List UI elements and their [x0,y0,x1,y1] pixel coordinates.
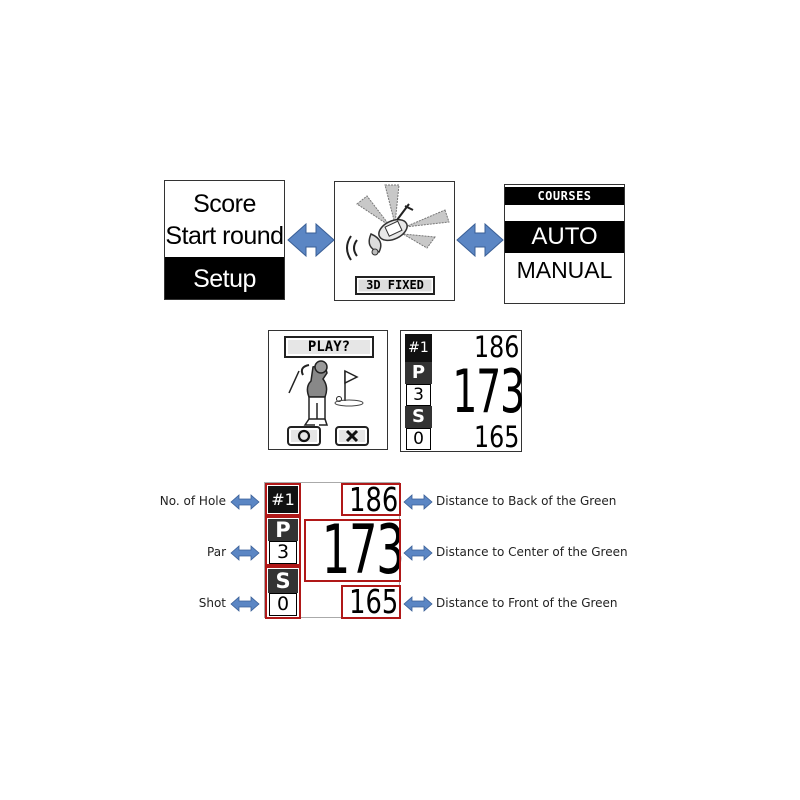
distance-center: 173 [452,357,524,427]
double-arrow-icon [404,495,432,509]
double-arrow-icon [288,224,334,256]
par-value: 3 [406,384,431,406]
satellite-icon [335,182,455,277]
shot-label: S [405,406,432,428]
courses-option-auto[interactable]: AUTO [505,221,624,253]
annotation-shot: Shot [198,596,226,610]
double-arrow-icon [404,597,432,611]
annotation-par: Par [207,545,226,559]
menu-item-setup[interactable]: Setup [165,257,284,300]
annotation-hole: No. of Hole [159,494,226,508]
distance-center: 173 [321,511,404,590]
shot-value: 0 [269,593,297,616]
play-prompt: PLAY? [284,336,374,358]
highlight-box-back [341,480,401,519]
par-label: P [405,362,432,384]
double-arrow-icon [404,546,432,560]
double-arrow-icon [457,224,503,256]
double-arrow-icon [231,495,259,509]
golfer-icon [269,357,388,427]
annotated-distance-screen [264,480,404,621]
distance-front: 165 [349,582,399,621]
double-arrow-icon [231,597,259,611]
par-label: P [268,519,298,541]
highlight-box-hole [265,483,301,516]
menu-item-score[interactable]: Score [193,190,256,218]
circle-icon [289,428,319,444]
play-yes-button[interactable] [287,426,321,446]
menu-screen [164,180,285,300]
annotation-front: Distance to Front of the Green [436,596,618,610]
play-no-button[interactable] [335,426,369,446]
annotation-back: Distance to Back of the Green [436,494,617,508]
courses-screen [504,184,625,304]
gps-status-label: 3D FIXED [355,276,435,295]
courses-header: COURSES [505,187,624,205]
play-screen [268,330,388,450]
annotation-center: Distance to Center of the Green [436,545,628,559]
menu-item-start-round[interactable]: Start round [165,222,284,250]
gps-screen [334,181,455,301]
courses-option-manual[interactable]: MANUAL [516,257,613,283]
cross-icon [337,428,367,444]
highlight-box-shot [265,566,301,619]
highlight-box-front [341,582,401,621]
par-value: 3 [269,541,297,564]
highlight-box-center [304,511,404,590]
shot-label: S [268,569,298,593]
hole-number: #1 [268,486,298,513]
highlight-box-par [265,516,301,566]
distance-front: 165 [473,420,519,454]
double-arrow-icon [231,546,259,560]
distance-back: 186 [349,480,399,519]
distance-back: 186 [473,330,519,364]
hole-number: #1 [405,334,432,362]
shot-value: 0 [406,428,431,450]
distance-screen [400,330,522,452]
